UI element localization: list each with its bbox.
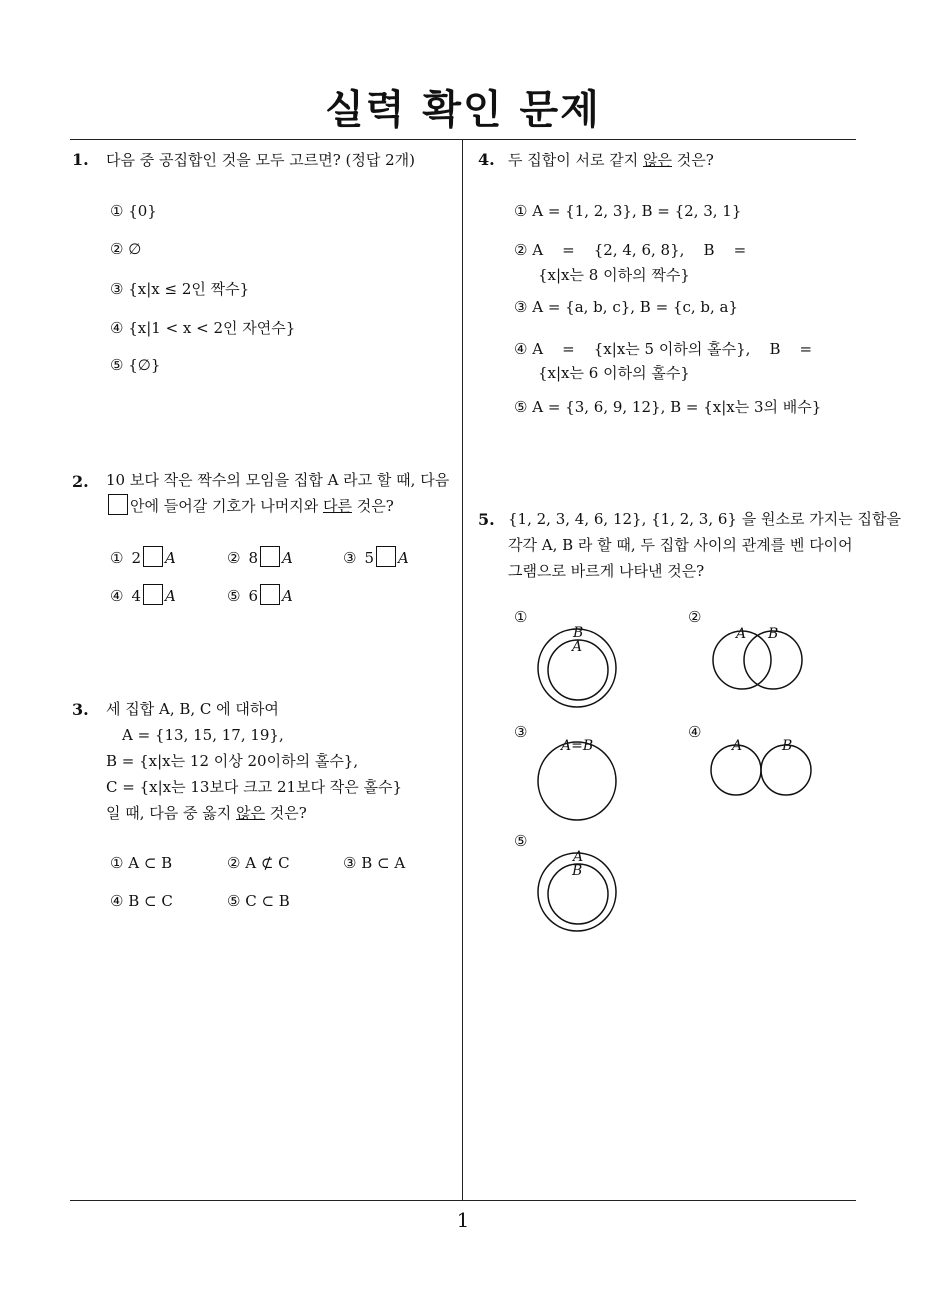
q5-label-4[interactable]: ④: [688, 723, 702, 741]
q1-option-1[interactable]: ① {0}: [110, 202, 157, 220]
q1-text: 다음 중 공집합인 것을 모두 고르면? (정답 2개): [106, 151, 415, 169]
blank-box: [143, 584, 163, 605]
q1-number: 1.: [72, 150, 89, 169]
blank-box: [143, 546, 163, 567]
q2-option-5[interactable]: ⑤ 6 A: [227, 584, 293, 605]
q4-option-4-cont: {x|x는 6 이하의 홀수}: [538, 364, 690, 382]
q5-line-1: {1, 2, 3, 4, 6, 12}, {1, 2, 3, 6} 을 원소로 가지는 집합을: [508, 510, 901, 528]
venn2-label-b: B: [768, 626, 779, 642]
top-rule: [70, 139, 856, 140]
q2-option-2[interactable]: ② 8 A: [227, 546, 293, 567]
q3-number: 3.: [72, 700, 89, 719]
q3-option-2[interactable]: ② A ⊄ C: [227, 854, 290, 872]
q5-label-3[interactable]: ③: [514, 723, 528, 741]
q4-text: 두 집합이 서로 같지 않은 것은?: [508, 151, 714, 169]
venn-diagram-2: [704, 622, 814, 697]
bottom-rule: [70, 1200, 856, 1201]
q3-option-5[interactable]: ⑤ C ⊂ B: [227, 892, 290, 910]
q2-number: 2.: [72, 472, 89, 491]
q1-option-4[interactable]: ④ {x|1 < x < 2인 자연수}: [110, 319, 296, 337]
blank-box: [260, 584, 280, 605]
q4-option-2[interactable]: ② A = {2, 4, 6, 8}, B =: [514, 241, 747, 259]
q4-number: 4.: [478, 150, 495, 169]
q5-line-2: 각각 A, B 라 할 때, 두 집합 사이의 관계를 벤 다이어: [508, 536, 853, 554]
q2-option-3[interactable]: ③ 5 A: [343, 546, 409, 567]
venn1-label-a: A: [572, 639, 583, 655]
q2-text: [106, 467, 449, 519]
q1-option-5[interactable]: ⑤ {∅}: [110, 356, 161, 374]
venn5-label-b: B: [572, 863, 583, 879]
venn-diagram-1: [530, 622, 620, 712]
q2-option-1[interactable]: ① 2 A: [110, 546, 176, 567]
q3-line-4: C = {x|x는 13보다 크고 21보다 작은 홀수}: [106, 778, 403, 796]
blank-box: [108, 494, 128, 515]
q3-option-1[interactable]: ① A ⊂ B: [110, 854, 173, 872]
blank-box: [376, 546, 396, 567]
q2-option-4[interactable]: ④ 4 A: [110, 584, 176, 605]
page-number: 1: [456, 1208, 470, 1232]
q1-option-3[interactable]: ③ {x|x ≤ 2인 짝수}: [110, 280, 250, 298]
venn-diagram-3: [530, 734, 625, 826]
page-title: 실력 확인 문제: [325, 87, 601, 133]
q2-line-2: 안에 들어갈 기호가 나머지와 다른 것은?: [106, 493, 449, 519]
venn-diagram-4: [704, 734, 816, 800]
q5-label-1[interactable]: ①: [514, 608, 528, 626]
venn3-label: A=B: [561, 738, 594, 754]
q1-option-2[interactable]: ② ∅: [110, 240, 142, 258]
q3-line-5: 일 때, 다음 중 옳지 않은 것은?: [106, 804, 307, 822]
column-divider: [462, 139, 463, 1200]
venn2-label-a: A: [736, 626, 747, 642]
q4-option-1[interactable]: ① A = {1, 2, 3}, B = {2, 3, 1}: [514, 202, 742, 220]
q4-option-3[interactable]: ③ A = {a, b, c}, B = {c, b, a}: [514, 298, 739, 316]
q3-option-3[interactable]: ③ B ⊂ A: [343, 854, 406, 872]
venn4-label-b: B: [782, 738, 793, 754]
q3-option-4[interactable]: ④ B ⊂ C: [110, 892, 173, 910]
q5-number: 5.: [478, 510, 495, 529]
q4-option-2-cont: {x|x는 8 이하의 짝수}: [538, 266, 690, 284]
q4-option-5[interactable]: ⑤ A = {3, 6, 9, 12}, B = {x|x는 3의 배수}: [514, 398, 822, 416]
q3-line-1: 세 집합 A, B, C 에 대하여: [106, 700, 279, 718]
venn4-label-a: A: [732, 738, 743, 754]
blank-box: [260, 546, 280, 567]
venn-diagram-5: [530, 846, 620, 936]
q2-line-1: 10 보다 작은 짝수의 모임을 집합 A 라고 할 때, 다음: [106, 471, 450, 489]
q3-line-3: B = {x|x는 12 이상 20이하의 홀수},: [106, 752, 359, 770]
venn1-label-b: B: [573, 625, 584, 641]
venn5-label-a: A: [573, 849, 584, 865]
q4-option-4[interactable]: ④ A = {x|x는 5 이하의 홀수}, B =: [514, 340, 813, 358]
q5-line-3: 그램으로 바르게 나타낸 것은?: [508, 562, 705, 580]
q5-label-2[interactable]: ②: [688, 608, 702, 626]
q5-label-5[interactable]: ⑤: [514, 832, 528, 850]
q3-line-2: A = {13, 15, 17, 19},: [122, 726, 284, 744]
